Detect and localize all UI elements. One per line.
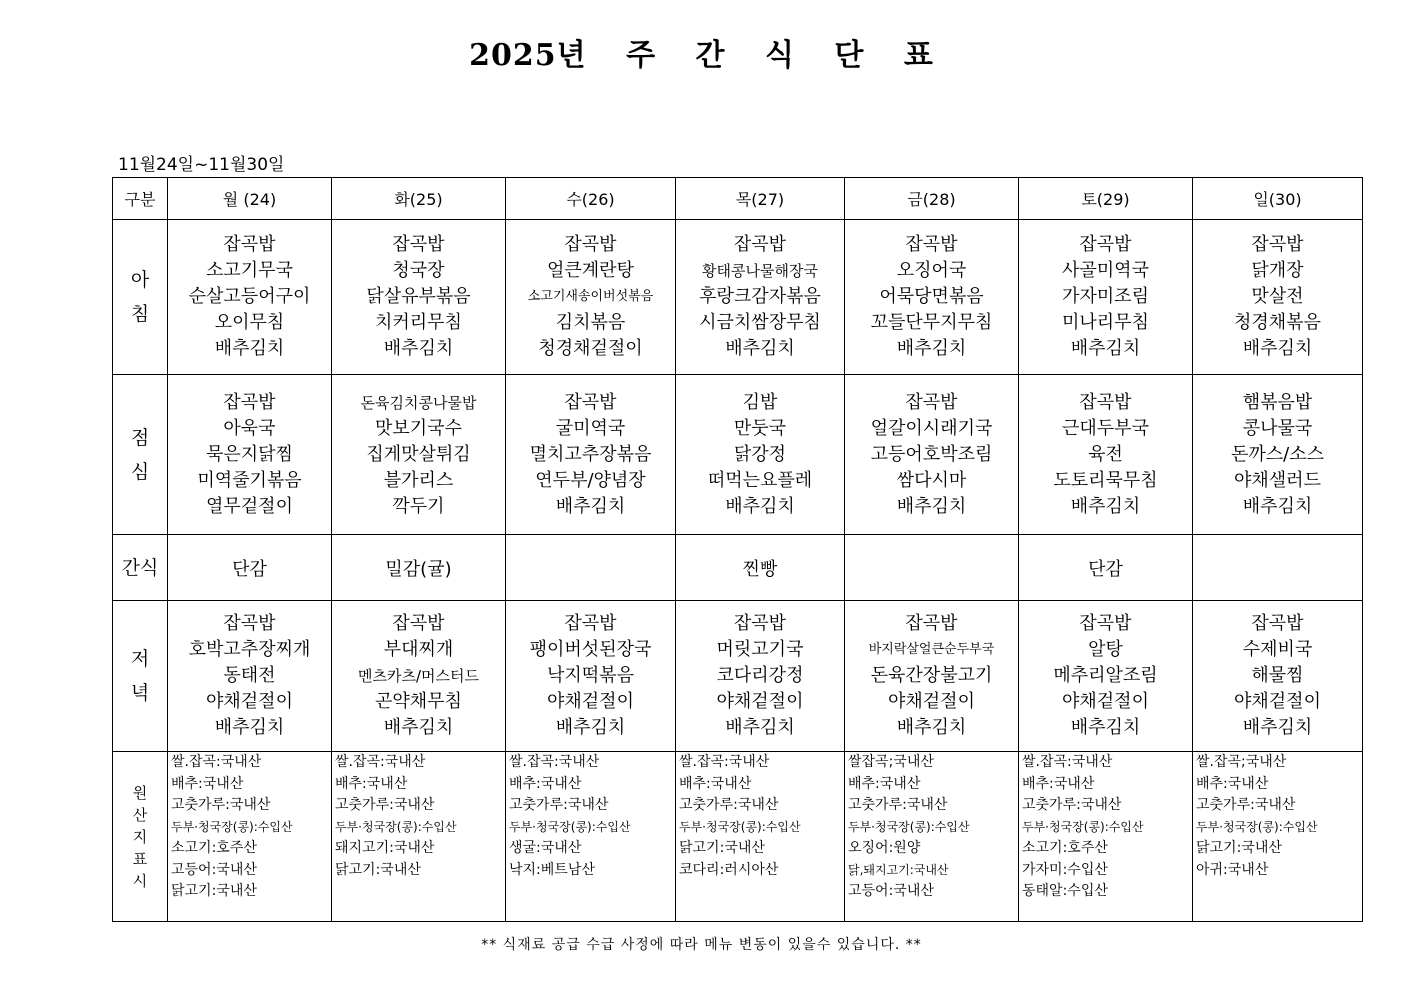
menu-item: 코다리강정: [716, 665, 804, 686]
menu-item: 햄볶음밥: [1242, 391, 1313, 413]
menu-item: 미역줄기볶음: [197, 469, 302, 491]
origin-cell: [845, 752, 1019, 922]
menu-item: 곤약채무침: [375, 691, 462, 712]
origin-entry: 배추:국내산: [335, 775, 408, 792]
title-year: 2025년: [469, 38, 587, 73]
origin-entry: 아귀:국내산: [1196, 861, 1269, 878]
lunch-cell: [1193, 375, 1363, 535]
lunch-cell: [332, 375, 506, 535]
menu-item: 동태전: [223, 665, 276, 686]
menu-item: 야채겉절이: [1062, 691, 1149, 712]
origin-cell: [332, 752, 506, 922]
menu-item: 사골미역국: [1062, 260, 1149, 281]
row-label-char: 심: [130, 460, 150, 483]
menu-item: 아욱국: [223, 417, 276, 439]
menu-item: 떠먹는요플레: [707, 469, 813, 491]
snack-cell: 밀감(귤): [332, 535, 506, 601]
dinner-row: [113, 601, 1363, 752]
menu-item: 배추김치: [214, 338, 285, 359]
menu-item: 블가리스: [383, 469, 454, 491]
snack-cell: 찐빵: [676, 535, 845, 601]
origin-entry: 닭고기:국내산: [335, 861, 421, 878]
menu-item: 순살고등어구이: [188, 286, 311, 307]
menu-item: 가자미조림: [1062, 286, 1149, 307]
menu-item: 팽이버섯된장국: [529, 639, 652, 660]
menu-item: 맛살전: [1251, 286, 1304, 307]
origin-entry: 쌀.잡곡:국내산: [171, 754, 262, 770]
origin-entry: 고춧가루:국내산: [1196, 797, 1296, 813]
snack-cell: 단감: [168, 535, 332, 601]
menu-item: 김치볶음: [555, 312, 626, 333]
dinner-cell: [676, 601, 845, 752]
menu-item: 잡곡밥: [905, 613, 958, 634]
menu-item: 잡곡밥: [564, 613, 617, 634]
menu-item: 잡곡밥: [1079, 391, 1132, 413]
origin-entry: 두부·청국장(콩):수입산: [171, 819, 293, 834]
origin-entry: 두부·청국장(콩):수입산: [1196, 819, 1318, 834]
menu-item: 잡곡밥: [905, 391, 958, 413]
menu-item: 야채겉절이: [888, 691, 975, 712]
origin-entry: 배추:국내산: [171, 775, 244, 792]
menu-item: 야채겉절이: [206, 691, 293, 712]
origin-entry: 쌀.잡곡:국내산: [335, 754, 426, 770]
breakfast-row: [113, 220, 1363, 375]
menu-item: 얼큰계란탕: [547, 260, 634, 281]
row-label-breakfast: [113, 220, 168, 375]
row-label-char: 점: [130, 426, 150, 449]
snack-cell: [506, 535, 676, 601]
row-label-origin: [113, 752, 168, 922]
menu-item: 꼬들단무지무침: [870, 312, 993, 333]
menu-item: 잡곡밥: [1079, 613, 1132, 634]
origin-cell: [506, 752, 676, 922]
origin-entry: 닭고기:국내산: [1196, 840, 1282, 856]
lunch-cell: [506, 375, 676, 535]
day-header: 토(29): [1019, 178, 1193, 220]
origin-entry: 낙지:베트남산: [509, 861, 595, 878]
menu-item: 돈육간장불고기: [870, 665, 993, 686]
menu-item: 배추김치: [383, 338, 454, 359]
menu-item: 바지락살얼큰순두부국: [868, 642, 995, 657]
lunch-cell: [845, 375, 1019, 535]
origin-entry: 쌀잡곡;국내산: [848, 754, 934, 770]
menu-item: 낙지떡볶음: [547, 665, 634, 686]
origin-entry: 닭고기:국내산: [679, 840, 765, 856]
menu-item: 콩나물국: [1242, 417, 1313, 439]
row-label-lunch: [113, 375, 168, 535]
origin-entry: 동태알:수입산: [1022, 883, 1108, 899]
menu-item: 소고기새송이버섯볶음: [527, 289, 654, 304]
origin-entry: 두부·청국장(콩):수입산: [509, 819, 631, 834]
menu-item: 만둣국: [733, 417, 787, 439]
menu-item: 배추김치: [1070, 338, 1141, 359]
menu-item: 배추김치: [896, 717, 967, 738]
menu-item: 부대찌개: [383, 639, 454, 660]
origin-entry: 고춧가루:국내산: [171, 797, 271, 813]
title-word: 간: [695, 38, 726, 73]
breakfast-cell: [506, 220, 676, 375]
menu-item: 배추김치: [1242, 338, 1313, 359]
footnote: ** 식재료 공급 수급 사정에 따라 메뉴 변동이 있을수 있습니다. **: [481, 937, 922, 953]
origin-entry: 배추:국내산: [509, 775, 582, 792]
menu-item: 배추김치: [1242, 495, 1313, 517]
day-header: 금(28): [845, 178, 1019, 220]
menu-item: 잡곡밥: [1079, 234, 1132, 255]
page-title: [0, 30, 1403, 74]
menu-item: 잡곡밥: [223, 234, 276, 255]
snack-cell: [1193, 535, 1363, 601]
origin-entry: 쌀.잡곡:국내산: [1022, 754, 1113, 770]
origin-entry: 소고기:호주산: [1022, 840, 1108, 856]
menu-item: 황태콩나물해장국: [702, 262, 818, 280]
menu-item: 야채겉절이: [1234, 691, 1321, 712]
origin-entry: 두부·청국장(콩):수입산: [1022, 819, 1144, 834]
dinner-cell: [845, 601, 1019, 752]
day-header: 월 (24): [168, 178, 332, 220]
snack-cell: 단감: [1019, 535, 1193, 601]
snack-cell: [845, 535, 1019, 601]
origin-entry: 쌀.잡곡;국내산: [1196, 754, 1287, 770]
origin-row: [113, 752, 1363, 922]
menu-item: 잡곡밥: [223, 391, 276, 413]
menu-item: 배추김치: [896, 338, 967, 359]
menu-item: 배추김치: [1070, 495, 1141, 517]
menu-period: 11월24일~11월30일: [118, 155, 285, 175]
origin-entry: 고등어:국내산: [848, 883, 934, 899]
menu-item: 배추김치: [1242, 717, 1313, 738]
menu-item: 어묵당면볶음: [879, 286, 984, 307]
dinner-cell: [332, 601, 506, 752]
origin-entry: 고춧가루:국내산: [509, 797, 609, 813]
menu-item: 근대두부국: [1062, 417, 1149, 439]
menu-item: 잡곡밥: [733, 234, 787, 255]
snack-row: [113, 535, 1363, 601]
menu-item: 야채샐러드: [1234, 469, 1321, 491]
menu-item: 메추리알조림: [1053, 665, 1158, 686]
origin-entry: 쌀.잡곡:국내산: [509, 754, 600, 770]
menu-item: 열무겉절이: [206, 495, 293, 517]
menu-item: 멸치고추장볶음: [529, 443, 652, 465]
lunch-row: [113, 375, 1363, 535]
row-label-char: 저: [130, 648, 150, 670]
origin-entry: 생굴:국내산: [509, 840, 582, 856]
menu-item: 얼갈이시래기국: [870, 417, 993, 439]
origin-entry: 고춧가루:국내산: [335, 797, 435, 813]
row-label-snack: 간식: [113, 535, 168, 601]
title-word: 단: [834, 38, 865, 73]
lunch-cell: [168, 375, 332, 535]
menu-item: 집게맛살튀김: [366, 443, 471, 465]
origin-entry: 오징어:원양: [848, 840, 921, 856]
row-label-char: 표: [132, 849, 148, 868]
lunch-cell: [676, 375, 845, 535]
menu-item: 도토리묵무침: [1053, 469, 1158, 491]
menu-item: 수제비국: [1242, 639, 1313, 660]
menu-item: 닭강정: [733, 443, 787, 465]
menu-item: 깍두기: [392, 495, 445, 517]
breakfast-cell: [332, 220, 506, 375]
origin-entry: 두부·청국장(콩):수입산: [848, 819, 970, 834]
menu-item: 잡곡밥: [223, 613, 276, 634]
menu-item: 배추김치: [725, 495, 795, 517]
origin-entry: 두부·청국장(콩):수입산: [679, 819, 801, 834]
menu-item: 굴미역국: [555, 417, 626, 439]
menu-item: 잡곡밥: [733, 613, 787, 634]
menu-item: 배추김치: [214, 717, 285, 738]
origin-entry: 소고기:호주산: [171, 840, 257, 856]
menu-item: 배추김치: [555, 717, 626, 738]
menu-item: 배추김치: [1070, 717, 1141, 738]
row-label-char: 산: [132, 805, 148, 824]
title-word: 식: [764, 38, 795, 73]
title-word: 주: [626, 38, 657, 73]
row-label-char: 시: [132, 871, 148, 890]
title-word: 표: [903, 38, 934, 73]
origin-entry: 배추:국내산: [1022, 775, 1095, 792]
menu-item: 호박고추장찌개: [188, 639, 311, 660]
origin-entry: 닭,돼지고기:국내산: [848, 862, 949, 877]
row-label-char: 지: [132, 827, 148, 846]
breakfast-cell: [1193, 220, 1363, 375]
menu-item: 시금치쌈장무침: [699, 312, 821, 333]
row-label-char: 침: [130, 303, 150, 325]
menu-item: 묵은지닭찜: [206, 443, 293, 465]
menu-item: 육전: [1088, 443, 1123, 465]
origin-cell: [1193, 752, 1363, 922]
breakfast-cell: [845, 220, 1019, 375]
breakfast-cell: [1019, 220, 1193, 375]
row-label-char: 원: [132, 783, 148, 802]
menu-item: 잡곡밥: [564, 234, 617, 255]
menu-item: 잡곡밥: [392, 234, 445, 255]
origin-entry: 코다리:러시아산: [679, 861, 779, 878]
menu-item: 배추김치: [555, 495, 626, 517]
origin-entry: 쌀.잡곡:국내산: [679, 754, 770, 770]
menu-item: 잡곡밥: [1251, 613, 1304, 634]
breakfast-cell: [168, 220, 332, 375]
menu-item: 고등어호박조림: [870, 443, 993, 465]
weekly-menu-table: [112, 177, 1363, 922]
menu-item: 알탕: [1088, 639, 1123, 660]
menu-item: 쌈다시마: [896, 469, 967, 491]
dinner-cell: [1019, 601, 1193, 752]
menu-item: 야채겉절이: [547, 691, 634, 712]
menu-item: 닭살유부볶음: [366, 286, 471, 307]
menu-item: 연두부/양념장: [535, 469, 646, 491]
menu-item: 해물찜: [1251, 665, 1304, 686]
menu-item: 맛보기국수: [375, 417, 462, 439]
menu-item: 돈육김치콩나물밥: [360, 393, 477, 412]
menu-item: 청국장: [392, 260, 445, 281]
menu-item: 배추김치: [725, 717, 795, 738]
menu-item: 미나리무침: [1062, 312, 1149, 333]
menu-item: 김밥: [742, 391, 778, 413]
menu-item: 잡곡밥: [905, 234, 958, 255]
origin-entry: 돼지고기:국내산: [335, 840, 435, 856]
menu-item: 잡곡밥: [564, 391, 617, 413]
day-header: 일(30): [1193, 178, 1363, 220]
lunch-cell: [1019, 375, 1193, 535]
menu-item: 배추김치: [896, 495, 967, 517]
row-label-dinner: [113, 601, 168, 752]
menu-item: 야채겉절이: [716, 691, 804, 712]
origin-cell: [168, 752, 332, 922]
dinner-cell: [506, 601, 676, 752]
origin-entry: 배추:국내산: [848, 775, 921, 792]
header-label: 구분: [113, 178, 168, 220]
menu-item: 돈까스/소스: [1230, 443, 1324, 465]
menu-item: 치커리무침: [375, 312, 462, 333]
header-row: [113, 178, 1363, 220]
menu-item: 닭개장: [1251, 260, 1304, 281]
origin-entry: 배추:국내산: [1196, 775, 1269, 792]
row-label-char: 녁: [130, 682, 150, 704]
breakfast-cell: [676, 220, 845, 375]
menu-item: 잡곡밥: [1251, 234, 1304, 255]
menu-item: 청경채겉절이: [538, 338, 643, 359]
menu-item: 배추김치: [383, 717, 454, 738]
menu-item: 오이무침: [214, 312, 285, 333]
origin-entry: 고춧가루:국내산: [1022, 797, 1122, 813]
menu-item: 후랑크감자볶음: [699, 286, 821, 307]
menu-item: 배추김치: [725, 338, 795, 359]
row-label-char: 아: [130, 269, 150, 291]
menu-item: 멘츠카츠/머스터드: [358, 667, 479, 685]
origin-entry: 고춧가루:국내산: [848, 797, 948, 813]
dinner-cell: [168, 601, 332, 752]
origin-cell: [676, 752, 845, 922]
origin-cell: [1019, 752, 1193, 922]
menu-item: 소고기무국: [206, 260, 293, 281]
origin-entry: 두부·청국장(콩):수입산: [335, 819, 457, 834]
menu-item: 잡곡밥: [392, 613, 445, 634]
origin-entry: 고춧가루:국내산: [679, 797, 779, 813]
day-header: 목(27): [676, 178, 845, 220]
day-header: 수(26): [506, 178, 676, 220]
day-header: 화(25): [332, 178, 506, 220]
menu-item: 머릿고기국: [716, 639, 804, 660]
origin-entry: 닭고기:국내산: [171, 883, 257, 899]
origin-entry: 배추:국내산: [679, 775, 752, 792]
origin-entry: 고등어:국내산: [171, 861, 257, 878]
menu-item: 청경채볶음: [1234, 312, 1321, 333]
origin-entry: 가자미:수입산: [1022, 861, 1108, 878]
menu-item: 오징어국: [896, 260, 967, 281]
dinner-cell: [1193, 601, 1363, 752]
